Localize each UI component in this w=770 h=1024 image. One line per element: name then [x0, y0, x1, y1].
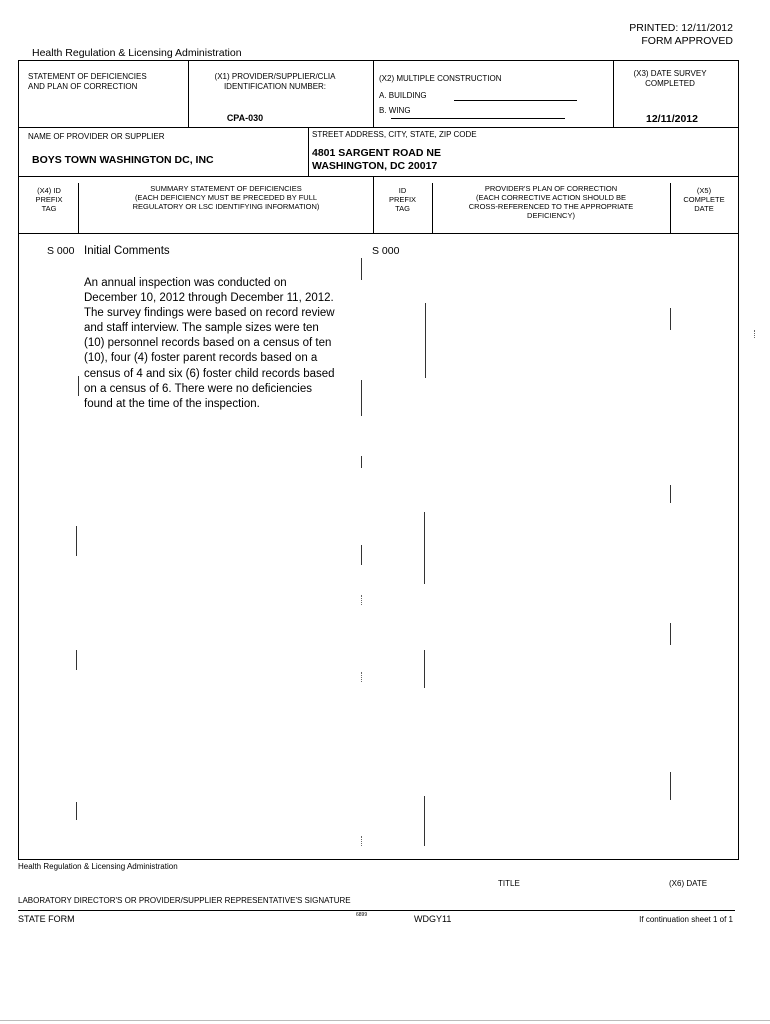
x3-value: 12/11/2012 [646, 113, 698, 125]
signature-label: LABORATORY DIRECTOR'S OR PROVIDER/SUPPLIER REPRESENTATIVE'S SIGNATURE [18, 896, 351, 905]
scan-edge [0, 1020, 770, 1021]
footer-agency: Health Regulation & Licensing Administration [18, 862, 178, 871]
provider-name-label: NAME OF PROVIDER OR SUPPLIER [28, 132, 165, 141]
form-approved: FORM APPROVED [641, 35, 733, 47]
address-line2: WASHINGTON, DC 20017 [312, 160, 438, 172]
statement-label: STATEMENT OF DEFICIENCIES AND PLAN OF CORRECTION [28, 72, 147, 91]
building-label: A. BUILDING [379, 91, 427, 100]
x1-label: (X1) PROVIDER/SUPPLIER/CLIA IDENTIFICATION NUMBER: [214, 72, 336, 91]
entry-body: An annual inspection was conducted on December 10, 2012 through December 11, 2012. The survey findings were based on record review and staff interview. The sample sizes were ten (10) personnel records based on a census of ten (10), four (4) foster parent records based on a census of 4 and six (6) foster child records based on a census of 6. There were no deficiencies found at the time of the inspection. [84, 277, 335, 410]
id-header: ID PREFIX TAG [388, 186, 417, 213]
title-label: TITLE [498, 879, 520, 888]
wing-label: B. WING [379, 106, 411, 115]
x4-header: (X4) ID PREFIX TAG [35, 186, 63, 213]
left-tag: S 000 [47, 245, 75, 257]
address-label: STREET ADDRESS, CITY, STATE, ZIP CODE [312, 130, 477, 139]
summary-header: SUMMARY STATEMENT OF DEFICIENCIES (EACH DEFICIENCY MUST BE PRECEDED BY FULL REGULATORY OR LSC IDENTIFYING INFORMATION) [132, 184, 320, 211]
x2-label: (X2) MULTIPLE CONSTRUCTION [379, 74, 502, 83]
event-id: WDGY11 [414, 914, 452, 924]
x3-label: (X3) DATE SURVEY COMPLETED [633, 69, 707, 88]
provider-name: BOYS TOWN WASHINGTON DC, INC [32, 154, 214, 166]
footer-rule [18, 910, 735, 911]
printed-date: PRINTED: 12/11/2012 [629, 22, 733, 34]
right-tag: S 000 [372, 245, 400, 257]
state-form: STATE FORM [18, 914, 75, 924]
agency-name: Health Regulation & Licensing Administration [32, 47, 242, 59]
date-label: (X6) DATE [669, 879, 708, 888]
plan-header: PROVIDER'S PLAN OF CORRECTION (EACH CORRECTIVE ACTION SHOULD BE CROSS-REFERENCED TO THE APPROPRIATE DEFICIENCY) [468, 184, 634, 220]
entry-title: Initial Comments [84, 245, 170, 257]
form-number: 6899 [356, 912, 368, 918]
address-line1: 4801 SARGENT ROAD NE [312, 147, 441, 159]
continuation-sheet: If continuation sheet 1 of 1 [639, 915, 733, 924]
x5-header: (X5) COMPLETE DATE [683, 186, 725, 213]
x1-value: CPA-030 [226, 113, 264, 123]
